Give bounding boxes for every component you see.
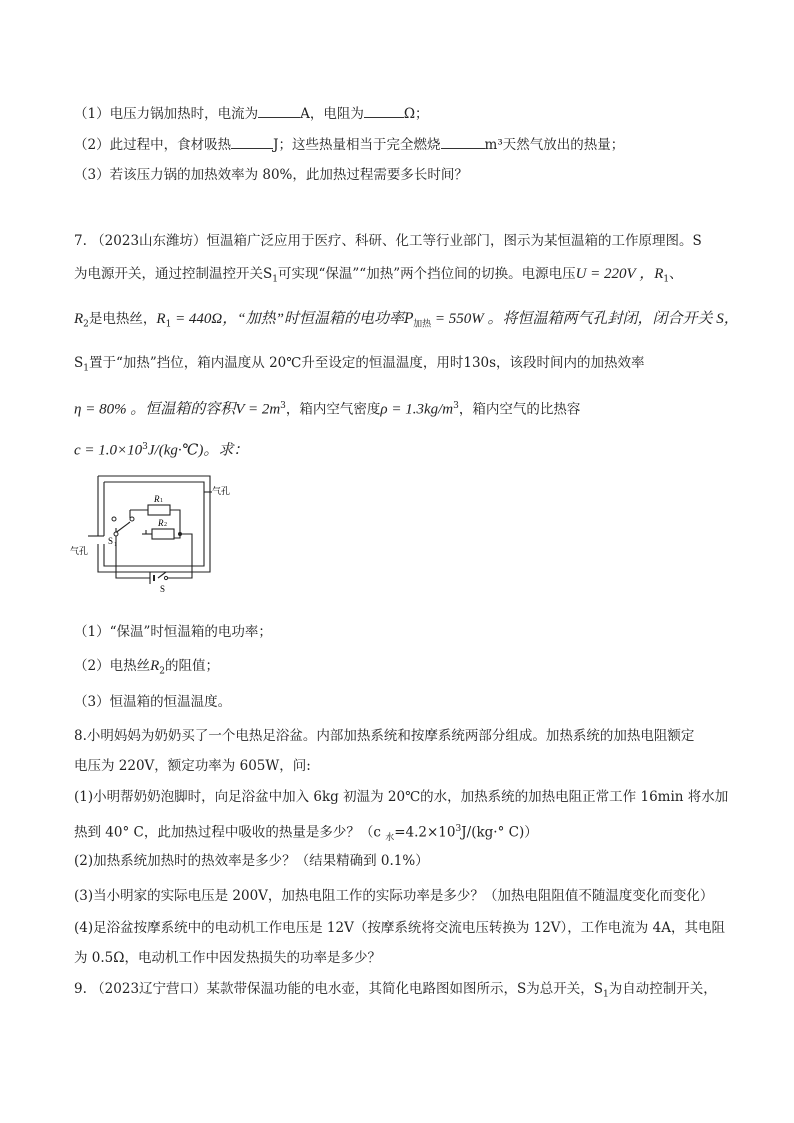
q9-line1: 9. （2023辽宁营口）某款带保温功能的电水壶，其简化电路图如图所示，S为总开关，$S_1$为自动控制开关， — [74, 981, 717, 1000]
svg-text:2: 2 — [164, 522, 167, 528]
q8-line5: (2)加热系统加热时的热效率是多少？（结果精确到 0.1%） — [74, 853, 429, 869]
vent-top-label: 气孔 — [212, 487, 231, 497]
resistor-r2 — [152, 529, 174, 539]
resistor-r1 — [148, 505, 170, 515]
q8-line7: (4)足浴盆按摩系统中的电动机工作电压是 12V（按摩系统将交流电压转换为 12V），工作电流为 4A，其电阻 — [74, 920, 725, 936]
q6-part3: （3）若该压力锅的加热效率为 80%，此加热过程需要多长时间？ — [74, 167, 468, 183]
switch-contact — [112, 517, 116, 521]
vent-left-label: 气孔 — [70, 547, 89, 557]
s1-label: S — [108, 536, 114, 546]
svg-text:1: 1 — [160, 498, 163, 504]
box-outer-wall — [98, 476, 210, 572]
q6-part1: （1）电压力锅加热时，电流为 A，电阻为 Ω； — [74, 103, 429, 124]
q7-line4: $S_1$置于“加热”挡位，箱内温度从 20℃升至设定的恒温温度，用时130s，该段时间内的加热效率 — [74, 355, 645, 374]
q7-part1: （1）“保温”时恒温箱的电功率； — [74, 624, 272, 640]
q8-line6: (3)当小明家的实际电压是 200V，加热电阻工作的实际功率是多少？（加热电阻阻值不随温度变化而变化） — [74, 888, 714, 904]
q8-line3: (1)小明帮奶奶泡脚时，向足浴盆中加入 6kg 初温为 20℃的水，加热系统的加热电阻正常工作 16min 将水加 — [74, 789, 729, 805]
svg-text:1: 1 — [114, 542, 117, 548]
q8-line1: 8.小明妈妈为奶奶买了一个电热足浴盆。内部加热系统和按摩系统两部分组成。加热系统的加热电阻额定 — [74, 728, 695, 744]
q7-part3: （3）恒温箱的恒温温度。 — [74, 694, 232, 710]
q7-line3: $R_2$是电热丝，$R_1 = 440\Omega$，“加热”时恒温箱的电功率$P_{加热} = 550W$ 。将恒温箱两气孔封闭，闭合开关 S， — [74, 311, 739, 330]
r2-label: R — [158, 518, 164, 528]
switch-contact — [130, 517, 134, 521]
answer-blank[interactable] — [441, 134, 485, 149]
junction-node — [178, 532, 182, 536]
q8-line4: 热到 40° C，此加热过程中吸收的热量是多少？（c $_水=4.2\times 10^3J/(kg\cdot^\circ$ C)） — [74, 824, 538, 844]
q7-part2: （2）电热丝$R_2$的阻值； — [74, 658, 219, 677]
q6-part2: （2）此过程中，食材吸热 J；这些热量相当于完全燃烧 m³天然气放出的热量； — [74, 134, 624, 155]
q8-line8: 为 0.5Ω，电动机工作中因发热损失的功率是多少？ — [74, 950, 381, 966]
switch-pivot — [114, 532, 118, 536]
switch-s-contact — [164, 576, 167, 579]
s-label: S — [160, 584, 166, 594]
q7-line6: $c = 1.0\times 10^3J/(kg\cdot℃)$。求： — [74, 442, 249, 459]
answer-blank[interactable] — [231, 134, 273, 149]
q7-line1: 7. （2023山东潍坊）恒温箱广泛应用于医疗、科研、化工等行业部门，图示为某恒温箱的工作原理图。S — [74, 233, 702, 249]
q8-line2: 电压为 220V，额定功率为 605W，问: — [74, 758, 311, 774]
answer-blank[interactable] — [258, 103, 300, 118]
circuit-diagram — [70, 474, 260, 594]
q7-line2: 为电源开关，通过控制温控开关$S_1$可实现“保温”“加热”两个挡位间的切换。电源电压U = 220V ，$R_1$、 — [74, 266, 683, 285]
answer-blank[interactable] — [364, 103, 404, 118]
q7-line5: η = 80% 。恒温箱的容积$V = 2m^3$，箱内空气密度$\rho = 1.3kg/m^3$，箱内空气的比热容 — [74, 401, 581, 418]
r1-label: R — [154, 494, 160, 504]
